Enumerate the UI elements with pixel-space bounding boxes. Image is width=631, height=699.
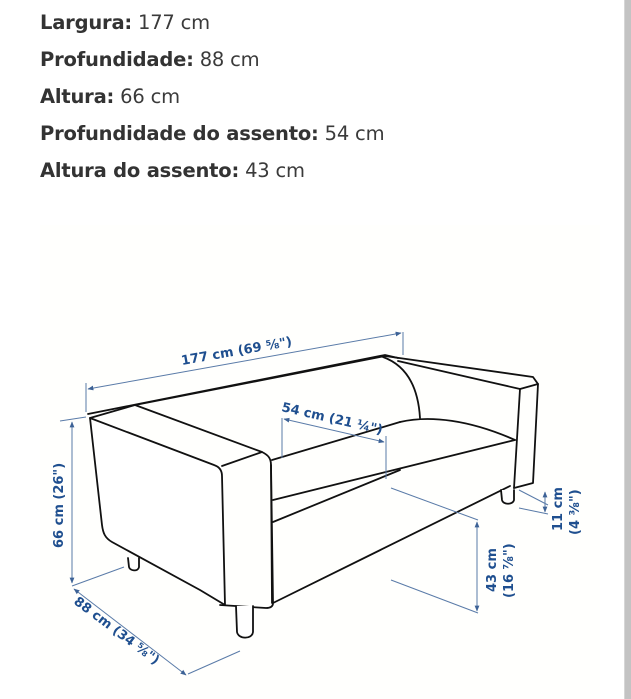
spec-label: Profundidade do assento: [40, 122, 319, 145]
dimension-seat-height-in-label: (16 ⅞") [502, 543, 517, 598]
spec-label: Largura: [40, 11, 133, 34]
sofa-outline [88, 355, 538, 638]
dimension-depth-label: 88 cm (34 ⅝") [70, 594, 162, 669]
spec-value: 54 cm [318, 122, 385, 145]
spec-value: 177 cm [132, 11, 210, 34]
spec-value: 66 cm [114, 85, 180, 108]
spec-label: Altura: [40, 85, 115, 108]
vertical-scrollbar[interactable] [624, 0, 631, 699]
spec-label: Altura do assento: [40, 159, 240, 182]
dimension-seat-height-cm-label: 43 cm [485, 548, 500, 592]
dimension-seat-depth-label: 54 cm (21 ¼") [280, 400, 384, 439]
dimension-height-label: 66 cm (26") [52, 462, 67, 548]
spec-label: Profundidade: [40, 48, 194, 71]
sofa-dimension-diagram [40, 225, 600, 699]
spec-value: 43 cm [239, 159, 305, 182]
dimension-leg-height-cm-label: 11 cm [551, 487, 566, 531]
spec-value: 88 cm [193, 48, 260, 71]
dimension-leg-height-in-label: (4 ⅜") [568, 489, 583, 535]
dimension-width-label: 177 cm (69 ⅝") [180, 334, 294, 369]
